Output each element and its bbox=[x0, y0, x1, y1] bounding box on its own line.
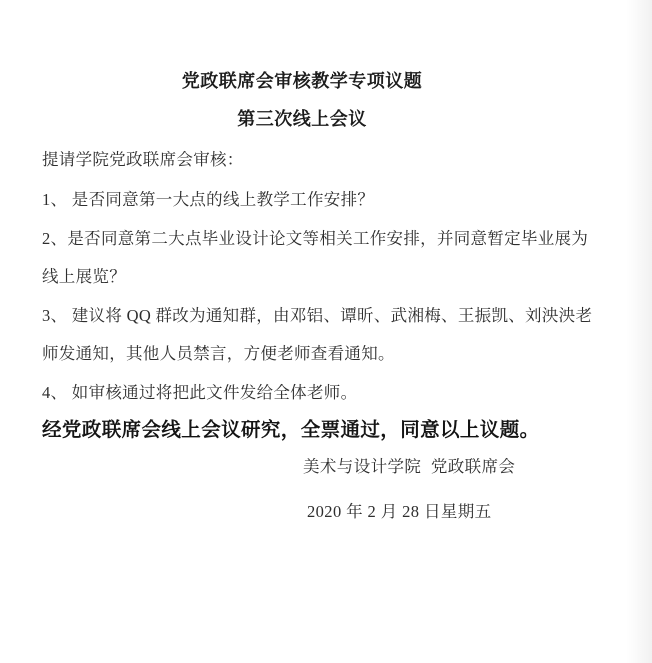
document-subtitle: 第三次线上会议 bbox=[237, 109, 367, 129]
agenda-item-2-line-1: 2、是否同意第二大点毕业设计论文等相关工作安排，并同意暂定毕业展为 bbox=[42, 228, 589, 248]
date-line: 2020 年 2 月 28 日星期五 bbox=[307, 502, 492, 521]
agenda-list bbox=[42, 181, 642, 413]
agenda-item-1-line-1: 1、 是否同意第一大点的线上教学工作安排？ bbox=[42, 190, 375, 209]
agenda-item-4-line-1: 4、 如审核通过将把此文件发给全体老师。 bbox=[42, 382, 358, 402]
document-title: 党政联席会审核教学专项议题 bbox=[181, 71, 423, 91]
salutation-line: 提请学院党政联席会审核： bbox=[42, 150, 244, 169]
agenda-item-3-line-1: 3、 建议将 QQ 群改为通知群，由邓铝、谭昕、武湘梅、王振凯、刘泱泱老 bbox=[42, 305, 593, 325]
agenda-item-3-line-2: 师发通知，其他人员禁言，方便老师查看通知。 bbox=[42, 344, 395, 364]
agenda-item-2-line-2: 线上展览？ bbox=[42, 267, 126, 287]
signature-line: 美术与设计学院 党政联席会 bbox=[303, 457, 516, 476]
resolution-statement: 经党政联席会线上会议研究，全票通过，同意以上议题。 bbox=[42, 420, 540, 441]
